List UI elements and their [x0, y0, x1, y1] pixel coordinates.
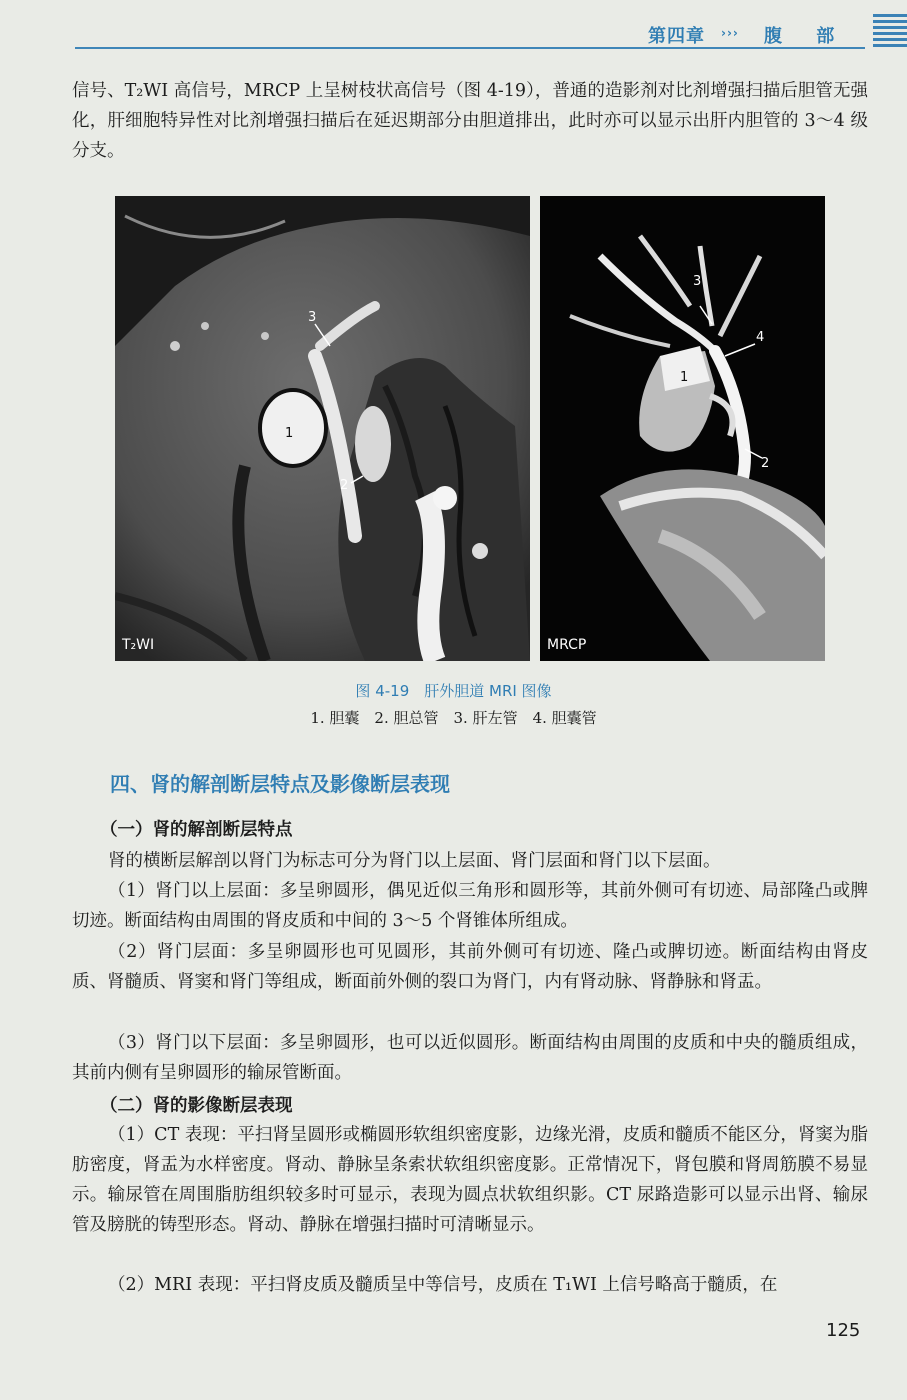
label-mrcp: MRCP: [547, 637, 587, 653]
marker-2-left: 2: [340, 478, 349, 493]
paragraph-bile-duct: 信号、T₂WI 高信号，MRCP 上呈树枝状高信号（图 4-19），普通的造影剂对比剂增强扫描后胆管无强化，肝细胞特异性对比剂增强扫描后在延迟期部分由胆道排出，此时亦可以显示出肝内胆管的 3～4 级分支。: [72, 81, 868, 161]
t2wi-scan-graphic: [115, 196, 530, 661]
label-t2wi: T₂WI: [122, 637, 155, 653]
figure-caption: 图 4-19 肝外胆道 MRI 图像: [355, 682, 552, 700]
marker-3-left: 3: [308, 310, 317, 325]
figure-mrcp-image: [540, 196, 825, 661]
header-stripe-decoration: [873, 14, 907, 50]
paragraph-kidney-intro: 肾的横断层解剖以肾门为标志可分为肾门以上层面、肾门层面和肾门以下层面。: [108, 851, 721, 871]
marker-1-left: 1: [285, 426, 294, 441]
section-title: 四、肾的解剖断层特点及影像断层表现: [110, 772, 450, 796]
marker-2-right: 2: [761, 456, 770, 471]
subsection-title-imaging: （二）肾的影像断层表现: [100, 1096, 293, 1116]
paragraph-ct: （1）CT 表现：平扫肾呈圆形或椭圆形软组织密度影，边缘光滑，皮质和髓质不能区分，肾窦为脂肪密度，肾盂为水样密度。肾动、静脉呈条索状软组织密度影。正常情况下，肾包膜和肾周筋膜不易显示。输尿管在周围脂肪组织较多时可显示，表现为圆点状软组织影。CT 尿路造影可以显示出肾、输尿管及膀胱的铸型形态。肾动、静脉在增强扫描时可清晰显示。: [72, 1125, 868, 1235]
header-section: 腹 部: [764, 26, 849, 47]
marker-4-right: 4: [756, 330, 765, 345]
subsection-title-anatomy: （一）肾的解剖断层特点: [100, 820, 293, 840]
paragraph-below-hilum: （3）肾门以下层面：多呈卵圆形，也可以近似圆形。断面结构由周围的皮质和中央的髓质组成，其前内侧有呈卵圆形的输尿管断面。: [72, 1033, 868, 1083]
header-rule: [75, 47, 865, 49]
paragraph-mri: （2）MRI 表现：平扫肾皮质及髓质呈中等信号，皮质在 T₁WI 上信号略高于髓质，在: [108, 1275, 778, 1295]
marker-3-right: 3: [693, 274, 702, 289]
paragraph-above-hilum: （1）肾门以上层面：多呈卵圆形，偶见近似三角形和圆形等，其前外侧可有切迹、局部隆凸或脾切迹。断面结构由周围的肾皮质和中间的 3～5 个肾锥体所组成。: [72, 881, 868, 931]
mrcp-scan-graphic: [540, 196, 825, 661]
header-chapter: 第四章: [648, 26, 705, 47]
header-arrows: ›››: [721, 26, 739, 40]
paragraph-hilum-level: （2）肾门层面：多呈卵圆形也可见圆形，其前外侧可有切迹、隆凸或脾切迹。断面结构由肾皮质、肾髓质、肾窦和肾门等组成，断面前外侧的裂口为肾门，内有肾动脉、肾静脉和肾盂。: [72, 942, 868, 992]
marker-1-right: 1: [680, 370, 689, 385]
figure-legend: 1. 胆囊 2. 胆总管 3. 肝左管 4. 胆囊管: [310, 709, 597, 727]
figure-t2wi-image: [115, 196, 530, 661]
page-number: 125: [826, 1320, 861, 1341]
